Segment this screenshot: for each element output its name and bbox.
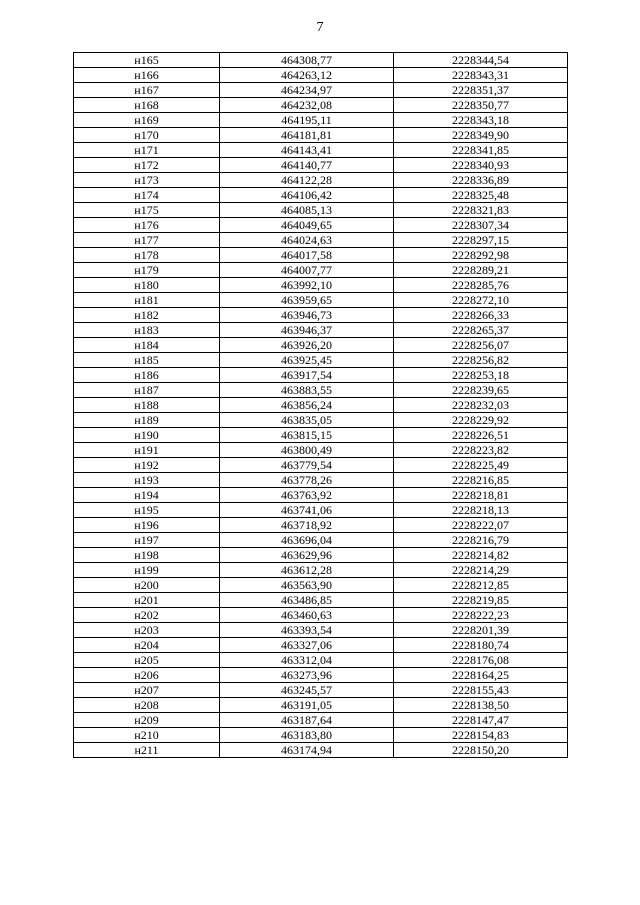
y-coordinate-cell: 2228343,18 bbox=[394, 113, 568, 128]
table-row bbox=[74, 53, 568, 68]
y-coordinate-cell: 2228285,76 bbox=[394, 278, 568, 293]
x-coordinate-cell: 463778,26 bbox=[220, 473, 394, 488]
x-coordinate-cell: 463992,10 bbox=[220, 278, 394, 293]
point-id-cell: н210 bbox=[74, 728, 220, 743]
y-coordinate-cell: 2228155,43 bbox=[394, 683, 568, 698]
x-coordinate-cell: 464049,65 bbox=[220, 218, 394, 233]
x-coordinate-cell: 463883,55 bbox=[220, 383, 394, 398]
y-coordinate-cell: 2228222,23 bbox=[394, 608, 568, 623]
y-coordinate-cell: 2228218,13 bbox=[394, 503, 568, 518]
table-row bbox=[74, 563, 568, 578]
table-row bbox=[74, 323, 568, 338]
x-coordinate-cell: 463946,73 bbox=[220, 308, 394, 323]
point-id-cell: н168 bbox=[74, 98, 220, 113]
x-coordinate-cell: 464007,77 bbox=[220, 263, 394, 278]
x-coordinate-cell: 463629,96 bbox=[220, 548, 394, 563]
x-coordinate-cell: 463312,04 bbox=[220, 653, 394, 668]
point-id-cell: н172 bbox=[74, 158, 220, 173]
point-id-cell: н181 bbox=[74, 293, 220, 308]
table-row bbox=[74, 668, 568, 683]
y-coordinate-cell: 2228351,37 bbox=[394, 83, 568, 98]
y-coordinate-cell: 2228214,82 bbox=[394, 548, 568, 563]
point-id-cell: н206 bbox=[74, 668, 220, 683]
point-id-cell: н170 bbox=[74, 128, 220, 143]
x-coordinate-cell: 464181,81 bbox=[220, 128, 394, 143]
table-row bbox=[74, 143, 568, 158]
table-row bbox=[74, 263, 568, 278]
page-number: 7 bbox=[316, 20, 324, 35]
x-coordinate-cell: 463763,92 bbox=[220, 488, 394, 503]
x-coordinate-cell: 463612,28 bbox=[220, 563, 394, 578]
table-row bbox=[74, 218, 568, 233]
y-coordinate-cell: 2228349,90 bbox=[394, 128, 568, 143]
point-id-cell: н192 bbox=[74, 458, 220, 473]
point-id-cell: н179 bbox=[74, 263, 220, 278]
point-id-cell: н175 bbox=[74, 203, 220, 218]
table-row bbox=[74, 488, 568, 503]
y-coordinate-cell: 2228297,15 bbox=[394, 233, 568, 248]
table-row bbox=[74, 128, 568, 143]
point-id-cell: н202 bbox=[74, 608, 220, 623]
coordinates-table bbox=[73, 52, 568, 758]
table-row bbox=[74, 68, 568, 83]
table-row bbox=[74, 503, 568, 518]
y-coordinate-cell: 2228307,34 bbox=[394, 218, 568, 233]
coordinates-table-body bbox=[74, 53, 568, 758]
x-coordinate-cell: 463245,57 bbox=[220, 683, 394, 698]
point-id-cell: н197 bbox=[74, 533, 220, 548]
table-row bbox=[74, 458, 568, 473]
x-coordinate-cell: 464232,08 bbox=[220, 98, 394, 113]
x-coordinate-cell: 464195,11 bbox=[220, 113, 394, 128]
x-coordinate-cell: 463741,06 bbox=[220, 503, 394, 518]
table-row bbox=[74, 308, 568, 323]
x-coordinate-cell: 463273,96 bbox=[220, 668, 394, 683]
y-coordinate-cell: 2228341,85 bbox=[394, 143, 568, 158]
table-row bbox=[74, 83, 568, 98]
x-coordinate-cell: 464143,41 bbox=[220, 143, 394, 158]
x-coordinate-cell: 464017,58 bbox=[220, 248, 394, 263]
table-row bbox=[74, 653, 568, 668]
table-row bbox=[74, 293, 568, 308]
x-coordinate-cell: 463174,94 bbox=[220, 743, 394, 758]
y-coordinate-cell: 2228226,51 bbox=[394, 428, 568, 443]
point-id-cell: н198 bbox=[74, 548, 220, 563]
table-row bbox=[74, 698, 568, 713]
table-row bbox=[74, 353, 568, 368]
table-row bbox=[74, 113, 568, 128]
y-coordinate-cell: 2228265,37 bbox=[394, 323, 568, 338]
point-id-cell: н201 bbox=[74, 593, 220, 608]
point-id-cell: н178 bbox=[74, 248, 220, 263]
table-row bbox=[74, 608, 568, 623]
table-row bbox=[74, 383, 568, 398]
x-coordinate-cell: 464085,13 bbox=[220, 203, 394, 218]
y-coordinate-cell: 2228256,82 bbox=[394, 353, 568, 368]
y-coordinate-cell: 2228340,93 bbox=[394, 158, 568, 173]
point-id-cell: н188 bbox=[74, 398, 220, 413]
table-row bbox=[74, 743, 568, 758]
y-coordinate-cell: 2228219,85 bbox=[394, 593, 568, 608]
point-id-cell: н187 bbox=[74, 383, 220, 398]
y-coordinate-cell: 2228272,10 bbox=[394, 293, 568, 308]
x-coordinate-cell: 463563,90 bbox=[220, 578, 394, 593]
y-coordinate-cell: 2228212,85 bbox=[394, 578, 568, 593]
point-id-cell: н174 bbox=[74, 188, 220, 203]
table-row bbox=[74, 638, 568, 653]
x-coordinate-cell: 463187,64 bbox=[220, 713, 394, 728]
y-coordinate-cell: 2228325,48 bbox=[394, 188, 568, 203]
x-coordinate-cell: 464140,77 bbox=[220, 158, 394, 173]
table-row bbox=[74, 248, 568, 263]
point-id-cell: н190 bbox=[74, 428, 220, 443]
point-id-cell: н166 bbox=[74, 68, 220, 83]
x-coordinate-cell: 463926,20 bbox=[220, 338, 394, 353]
point-id-cell: н182 bbox=[74, 308, 220, 323]
y-coordinate-cell: 2228176,08 bbox=[394, 653, 568, 668]
y-coordinate-cell: 2228218,81 bbox=[394, 488, 568, 503]
y-coordinate-cell: 2228336,89 bbox=[394, 173, 568, 188]
table-row bbox=[74, 728, 568, 743]
y-coordinate-cell: 2228253,18 bbox=[394, 368, 568, 383]
y-coordinate-cell: 2228239,65 bbox=[394, 383, 568, 398]
table-row bbox=[74, 548, 568, 563]
point-id-cell: н194 bbox=[74, 488, 220, 503]
table-row bbox=[74, 158, 568, 173]
x-coordinate-cell: 463815,15 bbox=[220, 428, 394, 443]
table-row bbox=[74, 473, 568, 488]
point-id-cell: н167 bbox=[74, 83, 220, 98]
y-coordinate-cell: 2228229,92 bbox=[394, 413, 568, 428]
table-row bbox=[74, 683, 568, 698]
point-id-cell: н195 bbox=[74, 503, 220, 518]
y-coordinate-cell: 2228164,25 bbox=[394, 668, 568, 683]
y-coordinate-cell: 2228343,31 bbox=[394, 68, 568, 83]
y-coordinate-cell: 2228216,79 bbox=[394, 533, 568, 548]
y-coordinate-cell: 2228256,07 bbox=[394, 338, 568, 353]
table-row bbox=[74, 413, 568, 428]
y-coordinate-cell: 2228289,21 bbox=[394, 263, 568, 278]
table-row bbox=[74, 398, 568, 413]
x-coordinate-cell: 463486,85 bbox=[220, 593, 394, 608]
point-id-cell: н183 bbox=[74, 323, 220, 338]
y-coordinate-cell: 2228225,49 bbox=[394, 458, 568, 473]
point-id-cell: н184 bbox=[74, 338, 220, 353]
y-coordinate-cell: 2228214,29 bbox=[394, 563, 568, 578]
y-coordinate-cell: 2228321,83 bbox=[394, 203, 568, 218]
y-coordinate-cell: 2228232,03 bbox=[394, 398, 568, 413]
table-row bbox=[74, 578, 568, 593]
point-id-cell: н171 bbox=[74, 143, 220, 158]
x-coordinate-cell: 463835,05 bbox=[220, 413, 394, 428]
table-row bbox=[74, 533, 568, 548]
table-row bbox=[74, 188, 568, 203]
point-id-cell: н165 bbox=[74, 53, 220, 68]
point-id-cell: н207 bbox=[74, 683, 220, 698]
point-id-cell: н177 bbox=[74, 233, 220, 248]
x-coordinate-cell: 463779,54 bbox=[220, 458, 394, 473]
x-coordinate-cell: 464024,63 bbox=[220, 233, 394, 248]
table-row bbox=[74, 428, 568, 443]
x-coordinate-cell: 463959,65 bbox=[220, 293, 394, 308]
x-coordinate-cell: 463946,37 bbox=[220, 323, 394, 338]
x-coordinate-cell: 464263,12 bbox=[220, 68, 394, 83]
x-coordinate-cell: 464308,77 bbox=[220, 53, 394, 68]
x-coordinate-cell: 463393,54 bbox=[220, 623, 394, 638]
x-coordinate-cell: 463800,49 bbox=[220, 443, 394, 458]
table-row bbox=[74, 203, 568, 218]
x-coordinate-cell: 463925,45 bbox=[220, 353, 394, 368]
table-row bbox=[74, 713, 568, 728]
table-row bbox=[74, 173, 568, 188]
x-coordinate-cell: 463327,06 bbox=[220, 638, 394, 653]
point-id-cell: н199 bbox=[74, 563, 220, 578]
y-coordinate-cell: 2228222,07 bbox=[394, 518, 568, 533]
y-coordinate-cell: 2228180,74 bbox=[394, 638, 568, 653]
x-coordinate-cell: 463460,63 bbox=[220, 608, 394, 623]
y-coordinate-cell: 2228138,50 bbox=[394, 698, 568, 713]
table-row bbox=[74, 593, 568, 608]
point-id-cell: н180 bbox=[74, 278, 220, 293]
x-coordinate-cell: 463856,24 bbox=[220, 398, 394, 413]
table-row bbox=[74, 98, 568, 113]
point-id-cell: н204 bbox=[74, 638, 220, 653]
table-row bbox=[74, 278, 568, 293]
y-coordinate-cell: 2228223,82 bbox=[394, 443, 568, 458]
point-id-cell: н189 bbox=[74, 413, 220, 428]
table-row bbox=[74, 368, 568, 383]
y-coordinate-cell: 2228150,20 bbox=[394, 743, 568, 758]
table-row bbox=[74, 518, 568, 533]
y-coordinate-cell: 2228216,85 bbox=[394, 473, 568, 488]
y-coordinate-cell: 2228201,39 bbox=[394, 623, 568, 638]
x-coordinate-cell: 463718,92 bbox=[220, 518, 394, 533]
point-id-cell: н185 bbox=[74, 353, 220, 368]
point-id-cell: н196 bbox=[74, 518, 220, 533]
x-coordinate-cell: 464122,28 bbox=[220, 173, 394, 188]
y-coordinate-cell: 2228292,98 bbox=[394, 248, 568, 263]
x-coordinate-cell: 464106,42 bbox=[220, 188, 394, 203]
table-row bbox=[74, 623, 568, 638]
point-id-cell: н173 bbox=[74, 173, 220, 188]
x-coordinate-cell: 463191,05 bbox=[220, 698, 394, 713]
point-id-cell: н203 bbox=[74, 623, 220, 638]
y-coordinate-cell: 2228350,77 bbox=[394, 98, 568, 113]
point-id-cell: н169 bbox=[74, 113, 220, 128]
point-id-cell: н193 bbox=[74, 473, 220, 488]
table-row bbox=[74, 443, 568, 458]
point-id-cell: н191 bbox=[74, 443, 220, 458]
point-id-cell: н200 bbox=[74, 578, 220, 593]
x-coordinate-cell: 463696,04 bbox=[220, 533, 394, 548]
x-coordinate-cell: 463917,54 bbox=[220, 368, 394, 383]
y-coordinate-cell: 2228154,83 bbox=[394, 728, 568, 743]
x-coordinate-cell: 463183,80 bbox=[220, 728, 394, 743]
y-coordinate-cell: 2228344,54 bbox=[394, 53, 568, 68]
point-id-cell: н209 bbox=[74, 713, 220, 728]
y-coordinate-cell: 2228266,33 bbox=[394, 308, 568, 323]
y-coordinate-cell: 2228147,47 bbox=[394, 713, 568, 728]
x-coordinate-cell: 464234,97 bbox=[220, 83, 394, 98]
point-id-cell: н205 bbox=[74, 653, 220, 668]
point-id-cell: н176 bbox=[74, 218, 220, 233]
point-id-cell: н211 bbox=[74, 743, 220, 758]
table-row bbox=[74, 233, 568, 248]
table-row bbox=[74, 338, 568, 353]
point-id-cell: н186 bbox=[74, 368, 220, 383]
point-id-cell: н208 bbox=[74, 698, 220, 713]
